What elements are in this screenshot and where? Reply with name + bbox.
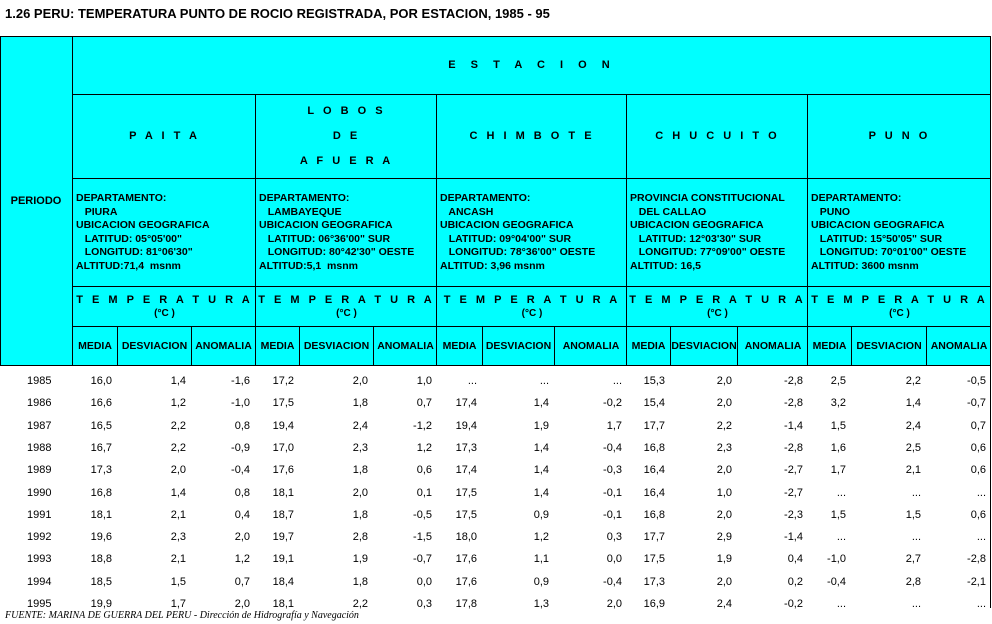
temperatura-header xyxy=(437,287,627,326)
value-cell: -2,8 xyxy=(967,553,986,566)
temperatura-header xyxy=(73,287,256,326)
value-cell: 2,0 xyxy=(352,375,368,387)
station-info: DEPARTAMENTO: LAMBAYEQUE UBICACION GEOGRAFICA LATITUD: 06°36'00" SUR LONGITUD: 80°42'30" OESTE ALTITUD:5,1 msnm xyxy=(259,192,415,272)
value-cell: 2,3 xyxy=(170,531,186,544)
value-cell: 17,6 xyxy=(455,553,477,566)
value-cell: 1,4 xyxy=(533,441,549,454)
value-cell: 2,8 xyxy=(352,531,368,544)
value-cell: 1,0 xyxy=(416,375,432,387)
value-cell: ... xyxy=(539,375,549,387)
value-cell: 2,5 xyxy=(830,375,846,387)
value-cell: -0,1 xyxy=(603,486,622,499)
value-cell: 0,8 xyxy=(234,486,250,499)
value-cell: 2,2 xyxy=(170,441,186,454)
value-cell: 17,6 xyxy=(455,575,477,588)
value-cell: 19,4 xyxy=(272,419,294,432)
station-name-line: C H I M B O T E xyxy=(469,130,595,142)
table-row xyxy=(0,371,991,393)
station-name xyxy=(627,95,808,178)
year-cell: 1993 xyxy=(27,553,52,566)
year-cell: 1985 xyxy=(27,375,52,387)
station-name-line: D E xyxy=(332,130,361,142)
header-border xyxy=(73,178,991,179)
value-cell: 0,7 xyxy=(970,419,986,432)
value-cell: -2,7 xyxy=(784,486,803,499)
value-cell: 2,4 xyxy=(905,419,921,432)
value-cell: ... xyxy=(911,486,921,499)
value-cell: 0,2 xyxy=(787,575,803,588)
station-name-line: P U N O xyxy=(868,130,931,142)
station-name xyxy=(256,95,437,178)
station-info: DEPARTAMENTO: PIURA UBICACION GEOGRAFICA LATITUD: 05°05'00" LONGITUD: 81°06'30" ALTITUD:71,4 msnm xyxy=(76,192,210,272)
anomalia-column-header: ANOMALIA xyxy=(562,340,620,352)
temperatura-label: T E M P E R A T U R A xyxy=(258,293,435,306)
value-cell: 2,0 xyxy=(170,464,186,477)
unit-label: (°C ) xyxy=(336,307,357,319)
value-cell: 19,4 xyxy=(455,419,477,432)
table-title: 1.26 PERU: TEMPERATURA PUNTO DE ROCIO REGISTRADA, POR ESTACION, 1985 - 95 xyxy=(5,6,550,21)
year-cell: 1989 xyxy=(27,464,52,477)
value-cell: 0,1 xyxy=(416,486,432,499)
station-name-line: C H U C U I T O xyxy=(655,130,780,142)
year-cell: 1991 xyxy=(27,508,52,521)
value-cell: 2,3 xyxy=(352,441,368,454)
station-name-line: L O B O S xyxy=(307,105,386,117)
table-right-border xyxy=(990,366,991,608)
value-cell: 16,8 xyxy=(90,486,112,499)
value-cell: 2,2 xyxy=(170,419,186,432)
value-cell: 1,5 xyxy=(830,508,846,521)
station-name-line: A F U E R A xyxy=(299,155,394,167)
value-cell: -1,5 xyxy=(413,531,432,544)
value-cell: ... xyxy=(911,531,921,544)
table-row xyxy=(0,438,991,460)
value-cell: 2,2 xyxy=(905,375,921,387)
anomalia-column-header: ANOMALIA xyxy=(744,340,802,352)
value-cell: 15,4 xyxy=(643,397,665,410)
value-cell: 0,6 xyxy=(970,464,986,477)
table-header xyxy=(0,36,991,366)
station-name xyxy=(808,95,991,178)
anomalia-column-header: ANOMALIA xyxy=(195,340,252,352)
temperatura-label: T E M P E R A T U R A xyxy=(76,293,253,306)
value-cell: ... xyxy=(976,531,986,544)
value-cell: -0,4 xyxy=(603,575,622,588)
station-name xyxy=(73,95,256,178)
value-cell: 2,1 xyxy=(170,553,186,566)
station-info: DEPARTAMENTO: PUNO UBICACION GEOGRAFICA LATITUD: 15°50'05" SUR LONGITUD: 70°01'00" OESTE ALTITUD: 3600 msnm xyxy=(811,192,967,272)
value-cell: 2,1 xyxy=(170,508,186,521)
value-cell: 16,6 xyxy=(90,397,112,410)
value-cell: 1,0 xyxy=(716,486,732,499)
temperatura-header xyxy=(256,287,437,326)
value-cell: 1,9 xyxy=(533,419,549,432)
value-cell: 2,2 xyxy=(716,419,732,432)
value-cell: 2,4 xyxy=(352,419,368,432)
value-cell: -2,8 xyxy=(784,397,803,410)
value-cell: 18,7 xyxy=(272,508,294,521)
station-info: DEPARTAMENTO: ANCASH UBICACION GEOGRAFICA LATITUD: 09°04'00" SUR LONGITUD: 78°36'00" OESTE ALTITUD: 3,96 msnm xyxy=(440,192,596,272)
unit-label: (°C ) xyxy=(154,307,175,319)
media-column-header: MEDIA xyxy=(260,340,295,352)
value-cell: 1,5 xyxy=(830,419,846,432)
value-cell: 1,4 xyxy=(170,486,186,499)
value-cell: 1,4 xyxy=(533,464,549,477)
value-cell: -0,7 xyxy=(967,397,986,410)
value-cell: 0,4 xyxy=(787,553,803,566)
value-cell: -0,9 xyxy=(231,441,250,454)
value-cell: 0,6 xyxy=(970,441,986,454)
year-cell: 1994 xyxy=(27,575,52,588)
temperatura-header xyxy=(808,287,991,326)
unit-label: (°C ) xyxy=(889,307,910,319)
value-cell: 16,5 xyxy=(90,419,112,432)
media-column-header: MEDIA xyxy=(442,340,477,352)
value-cell: -0,2 xyxy=(603,397,622,410)
value-cell: 16,4 xyxy=(643,486,665,499)
value-cell: 2,0 xyxy=(352,486,368,499)
value-cell: 1,5 xyxy=(905,508,921,521)
value-cell: 2,0 xyxy=(716,464,732,477)
value-cell: ... xyxy=(836,598,846,610)
temperatura-label: T E M P E R A T U R A xyxy=(811,293,988,306)
unit-label: (°C ) xyxy=(707,307,728,319)
value-cell: 0,3 xyxy=(416,598,432,610)
year-cell: 1986 xyxy=(27,397,52,410)
value-cell: 1,8 xyxy=(352,397,368,410)
media-column-header: MEDIA xyxy=(812,340,847,352)
temperatura-label: T E M P E R A T U R A xyxy=(443,293,621,306)
desviacion-column-header: DESVIACION xyxy=(856,340,922,352)
value-cell: -1,4 xyxy=(784,531,803,544)
desviacion-column-header: DESVIACION xyxy=(671,340,737,352)
value-cell: -0,5 xyxy=(413,508,432,521)
year-cell: 1995 xyxy=(27,598,52,610)
value-cell: 2,2 xyxy=(352,598,368,610)
value-cell: 0,8 xyxy=(234,419,250,432)
table-row xyxy=(0,416,991,438)
value-cell: 18,1 xyxy=(272,598,294,610)
header-border xyxy=(0,36,1,366)
value-cell: 0,0 xyxy=(606,553,622,566)
value-cell: -1,0 xyxy=(827,553,846,566)
table-row xyxy=(0,393,991,415)
value-cell: 3,2 xyxy=(830,397,846,410)
media-column-header: MEDIA xyxy=(78,340,112,352)
value-cell: -0,3 xyxy=(603,464,622,477)
value-cell: 2,0 xyxy=(606,598,622,610)
value-cell: ... xyxy=(612,375,622,387)
value-cell: ... xyxy=(976,598,986,610)
value-cell: 1,4 xyxy=(533,397,549,410)
value-cell: -1,4 xyxy=(784,419,803,432)
value-cell: 17,6 xyxy=(272,464,294,477)
value-cell: -0,1 xyxy=(603,508,622,521)
estacion-header: E S T A C I O N xyxy=(448,59,616,71)
value-cell: 0,9 xyxy=(533,575,549,588)
value-cell: 1,9 xyxy=(716,553,732,566)
value-cell: 17,2 xyxy=(272,375,294,387)
value-cell: 16,0 xyxy=(90,375,112,387)
value-cell: 1,6 xyxy=(830,441,846,454)
value-cell: 2,4 xyxy=(716,598,732,610)
anomalia-column-header: ANOMALIA xyxy=(930,340,988,352)
value-cell: -2,8 xyxy=(784,441,803,454)
value-cell: 17,5 xyxy=(272,397,294,410)
value-cell: 2,1 xyxy=(905,464,921,477)
value-cell: -0,2 xyxy=(784,598,803,610)
value-cell: ... xyxy=(467,375,477,387)
value-cell: -2,1 xyxy=(967,575,986,588)
value-cell: 2,7 xyxy=(905,553,921,566)
value-cell: 2,0 xyxy=(716,397,732,410)
value-cell: 1,8 xyxy=(352,464,368,477)
value-cell: ... xyxy=(836,531,846,544)
value-cell: 0,6 xyxy=(970,508,986,521)
station-name-line: P A I T A xyxy=(129,130,200,142)
media-column-header: MEDIA xyxy=(631,340,666,352)
table-row xyxy=(0,549,991,571)
value-cell: 0,0 xyxy=(416,575,432,588)
header-border xyxy=(0,36,991,37)
value-cell: 1,1 xyxy=(533,553,549,566)
desviacion-column-header: DESVIACION xyxy=(303,340,370,352)
value-cell: 2,0 xyxy=(234,598,250,610)
unit-label: (°C ) xyxy=(521,307,543,319)
value-cell: 16,9 xyxy=(643,598,665,610)
value-cell: 1,7 xyxy=(830,464,846,477)
value-cell: 2,0 xyxy=(716,508,732,521)
value-cell: 2,3 xyxy=(716,441,732,454)
value-cell: 1,8 xyxy=(352,508,368,521)
value-cell: 17,0 xyxy=(272,441,294,454)
value-cell: 17,4 xyxy=(455,397,477,410)
value-cell: 17,7 xyxy=(643,531,665,544)
value-cell: 1,7 xyxy=(170,598,186,610)
value-cell: ... xyxy=(911,598,921,610)
source-note: FUENTE: MARINA DE GUERRA DEL PERU - Dirección de Hidrografía y Navegación xyxy=(5,610,359,621)
desviacion-column-header: DESVIACION xyxy=(121,340,188,352)
value-cell: 17,5 xyxy=(455,486,477,499)
value-cell: 18,0 xyxy=(455,531,477,544)
value-cell: 1,4 xyxy=(905,397,921,410)
value-cell: 17,3 xyxy=(90,464,112,477)
value-cell: 17,4 xyxy=(455,464,477,477)
value-cell: 17,5 xyxy=(643,553,665,566)
value-cell: 2,0 xyxy=(716,575,732,588)
value-cell: 19,1 xyxy=(272,553,294,566)
value-cell: 1,3 xyxy=(533,598,549,610)
value-cell: 1,2 xyxy=(170,397,186,410)
value-cell: 16,8 xyxy=(643,508,665,521)
station-name xyxy=(437,95,627,178)
value-cell: 1,2 xyxy=(416,441,432,454)
value-cell: 18,1 xyxy=(272,486,294,499)
value-cell: 16,7 xyxy=(90,441,112,454)
table-row xyxy=(0,483,991,505)
anomalia-column-header: ANOMALIA xyxy=(377,340,434,352)
value-cell: 1,2 xyxy=(234,553,250,566)
value-cell: 19,7 xyxy=(272,531,294,544)
year-cell: 1988 xyxy=(27,441,52,454)
value-cell: 17,5 xyxy=(455,508,477,521)
value-cell: 1,9 xyxy=(352,553,368,566)
value-cell: ... xyxy=(976,486,986,499)
table-row xyxy=(0,572,991,594)
value-cell: 0,6 xyxy=(416,464,432,477)
value-cell: 1,7 xyxy=(606,419,622,432)
value-cell: 0,7 xyxy=(234,575,250,588)
value-cell: 0,9 xyxy=(533,508,549,521)
value-cell: 1,5 xyxy=(170,575,186,588)
desviacion-column-header: DESVIACION xyxy=(485,340,552,352)
value-cell: 19,6 xyxy=(90,531,112,544)
value-cell: -1,2 xyxy=(413,419,432,432)
value-cell: -2,3 xyxy=(784,508,803,521)
value-cell: -0,4 xyxy=(603,441,622,454)
value-cell: -0,5 xyxy=(967,375,986,387)
value-cell: -1,6 xyxy=(231,375,250,387)
value-cell: -2,8 xyxy=(784,375,803,387)
value-cell: 1,4 xyxy=(170,375,186,387)
value-cell: 2,8 xyxy=(905,575,921,588)
value-cell: 17,8 xyxy=(455,598,477,610)
header-border xyxy=(0,365,991,366)
value-cell: -0,4 xyxy=(231,464,250,477)
value-cell: 18,4 xyxy=(272,575,294,588)
value-cell: ... xyxy=(836,486,846,499)
year-cell: 1992 xyxy=(27,531,52,544)
station-info: PROVINCIA CONSTITUCIONAL DEL CALLAO UBICACION GEOGRAFICA LATITUD: 12°03'30" SUR LONGITUD: 77°09'00" OESTE ALTITUD: 16,5 xyxy=(630,192,786,272)
table-row xyxy=(0,505,991,527)
value-cell: 16,4 xyxy=(643,464,665,477)
value-cell: 17,3 xyxy=(643,575,665,588)
value-cell: 18,8 xyxy=(90,553,112,566)
value-cell: 16,8 xyxy=(643,441,665,454)
value-cell: 0,3 xyxy=(606,531,622,544)
year-cell: 1987 xyxy=(27,419,52,432)
year-cell: 1990 xyxy=(27,486,52,499)
periodo-header: PERIODO xyxy=(10,195,62,207)
value-cell: 2,5 xyxy=(905,441,921,454)
table-row xyxy=(0,460,991,482)
value-cell: 15,3 xyxy=(643,375,665,387)
value-cell: 19,9 xyxy=(90,598,112,610)
value-cell: 18,5 xyxy=(90,575,112,588)
value-cell: 1,4 xyxy=(533,486,549,499)
value-cell: -0,4 xyxy=(827,575,846,588)
value-cell: -0,7 xyxy=(413,553,432,566)
table-row xyxy=(0,527,991,549)
temperatura-header xyxy=(627,287,808,326)
value-cell: 18,1 xyxy=(90,508,112,521)
value-cell: 2,0 xyxy=(716,375,732,387)
value-cell: 17,3 xyxy=(455,441,477,454)
value-cell: 0,4 xyxy=(234,508,250,521)
value-cell: 1,2 xyxy=(533,531,549,544)
value-cell: -2,7 xyxy=(784,464,803,477)
value-cell: 1,8 xyxy=(352,575,368,588)
value-cell: -1,0 xyxy=(231,397,250,410)
temperatura-label: T E M P E R A T U R A xyxy=(629,293,806,306)
value-cell: 2,9 xyxy=(716,531,732,544)
value-cell: 2,0 xyxy=(234,531,250,544)
value-cell: 17,7 xyxy=(643,419,665,432)
value-cell: 0,7 xyxy=(416,397,432,410)
